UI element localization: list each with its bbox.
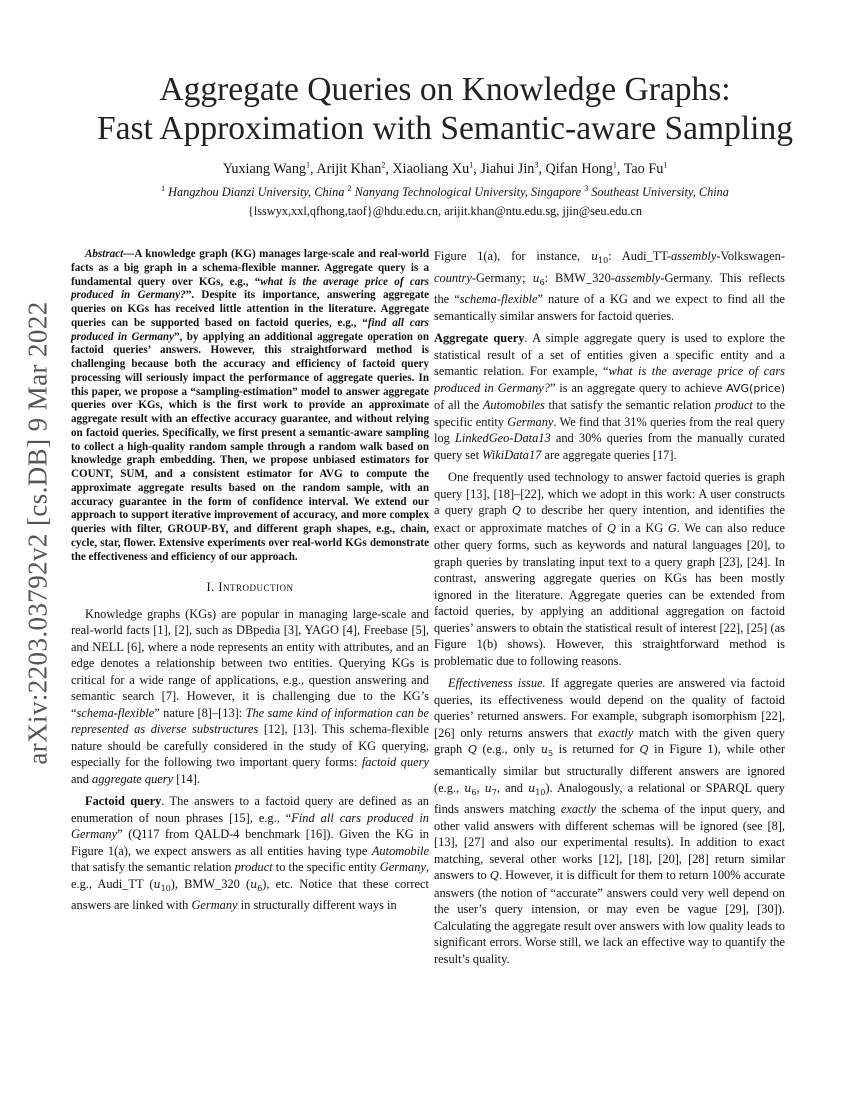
author: Jiahui Jin$^3$ — [480, 160, 539, 177]
right-paragraph-aggregate: Aggregate query. A simple aggregate query is used to explore the statistical result of a set of entities given a specific entity and a semantic relation. For example, “what is the average price of cars produced in Germany?” is an aggregate query to achieve AVG(price) of all the Automobiles that satisfy the semantic relation product to the specific entity Germany. We find that 31% queries from the real query log LinkedGeo-Data13 and 30% queries from the manually curated query set WikiData17 are aggregate queries [17]. — [434, 331, 785, 462]
right-paragraph-effectiveness: Effectiveness issue. If aggregate queries are answered via factoid queries, its effectiveness would depend on the quality of factoid queries’ returned answers. For example, subgraph isomorphism [22], [26] only returns answers that exactly match with the given query graph Q (e.g., only $u_5$ is returned for Q in Figure 1), while other semantically similar but structurally different answers are ignored (e.g., $u_6$, $u_7$, and $u_{10}$). Analogously, a relational or SPARQL query finds answers matching exactly the schema of the input query, and other valid answers with different schemas will be ignored (see [8], [13], [27] and also our experimental results). In addition to exact matching, several other works [12], [18], [20], [28] return similar answers to Q. However, it is difficult for them to return 100% accurate answers (the notion of “accurate” answers could very well depend on the user’s query intension, or may even be vague [29], [30]). Calculating the aggregate result over answers with low quality leads to significant errors. Worse still, we lack an effective way to quantify the result’s quality. — [434, 676, 786, 966]
paper-title — [70, 70, 820, 148]
right-paragraph-continued: Figure 1(a), for instance, $u_{10}$: Audi_TT-assembly-Volkswagen-country-Germany; $u_6$: BMW_320-assembly-Germany. This reflects the “schema-flexible” nature of a KG and we expect to find all the semantically similar answers for factoid queries. — [434, 249, 785, 323]
author: Qifan Hong$^1$ — [545, 160, 617, 177]
intro-paragraph-factoid: Factoid query. The answers to a factoid query are defined as an enumeration of noun phrases [15], e.g., “Find all cars produced in Germany” (Q117 from QALD-4 benchmark [16]). Given the KG in Figure 1(a), we expect answers as all entities having type Automobile that satisfy the semantic relation product to the specific entity Germany, e.g., Audi_TT $(u_{10})$, BMW_320 $(u_6)$, etc. Notice that these correct answers are linked with Germany in structurally different ways in — [71, 794, 430, 913]
abstract: Abstract—A knowledge graph (KG) manages large-scale and real-world facts as a big graph in a schema-flexible manner. Aggregate query is a fundamental query over KGs, e.g., “what is the average price of cars produced in Germany?”. Despite its importance, answering aggregate queries on KGs has received little attention in the literature. Aggregate queries can be supported based on factoid queries, e.g., “find all cars produced in Germany”, by applying an additional aggregate operation on factoid queries’ answers. However, this straightforward method is challenging because both the accuracy and efficiency of factoid query processing will seriously impact the performance of aggregate queries. In this paper, we propose a “sampling-estimation” model to answer aggregate queries over KGs, which is the first work to provide an approximate aggregate result with an effective accuracy guarantee, and without relying on factoid queries. Specifically, we first present a semantic-aware sampling to collect a high-quality random sample through a random walk based on knowledge graph embedding. Then, we propose unbiased estimators for COUNT, SUM, and a consistent estimator for AVG to compute the approximate aggregate results based on the random sample, with an accuracy guarantee in the form of confidence interval. We extend our approach to support iterative improvement of accuracy, and more complex queries with filter, GROUP-BY, and different graph shapes, e.g., chain, cycle, star, flower. Extensive experiments over real-world KGs demonstrate the effectiveness and efficiency of our approach. — [71, 248, 430, 563]
title-line-2: Fast Approximation with Semantic-aware Sampling — [97, 110, 793, 147]
title-line-1: Aggregate Queries on Knowledge Graphs: — [159, 71, 731, 108]
intro-paragraph-1: Knowledge graphs (KGs) are popular in managing large-scale and real-world facts [1], [2], such as DBpedia [3], YAGO [4], Freebase [5], and NELL [6], where a node represents an entity with attributes, and an edge denotes a relationship between two entities. Querying KGs is critical for a wide range of applications, e.g., question answering and semantic search [7]. However, it is challenging due to the KG’s “schema-flexible” nature [8]–[13]: The same kind of information can be represented as diverse substructures [12], [13]. This schema-flexible nature should be carefully considered in the study of KG querying, especially for the following two important query forms: factoid query and aggregate query [14]. — [71, 606, 429, 786]
author: Tao Fu$^1$ — [623, 160, 668, 177]
affiliations: $^1$ Hangzhou Dianzi University, China $^2$ Nanyang Technological University, Singapore $^3$ Southeast University, China — [161, 183, 729, 199]
right-paragraph-graph-query: One frequently used technology to answer factoid queries is graph query [13], [18]–[22], which we adopt in this work: A user constructs a query graph Q to describe her query intention, and identifies the exact or approximate matches of Q in a KG G. We can also reduce other query forms, such as keywords and natural languages [20], to graph queries by translating input text to a query graph [23], [24]. In contrast, answering aggregate queries on KGs has been mostly ignored in the literature. Aggregate queries can be extended from factoid queries, by applying an additional aggregation on factoid queries’ answers to obtain the statistical result of interest [22], [25] (as Figure 1(b) shows). However, this straightforward method is problematic due to following reasons. — [434, 470, 785, 668]
author: Yuxiang Wang$^1$ — [222, 160, 311, 177]
arxiv-identifier — [18, 288, 58, 778]
author: Arijit Khan$^2$ — [316, 160, 386, 177]
author-emails: {lsswyx,xxl,qfhong,taof}@hdu.edu.cn, arijit.khan@ntu.edu.sg, jjin@seu.edu.cn — [247, 204, 643, 218]
author: Xiaoliang Xu$^1$ — [392, 160, 474, 177]
left-column — [71, 248, 429, 914]
right-column — [434, 248, 785, 967]
section-heading-introduction: I. Introduction — [206, 580, 294, 595]
arxiv-identifier-text: arXiv:2203.03792v2 [cs.DB] 9 Mar 2022 — [22, 301, 53, 765]
author-list: Yuxiang Wang$^1$, Arijit Khan$^2$, Xiaoliang Xu$^1$, Jiahui Jin$^3$, Qifan Hong$^1$, Tao Fu$^1$ — [222, 160, 668, 177]
